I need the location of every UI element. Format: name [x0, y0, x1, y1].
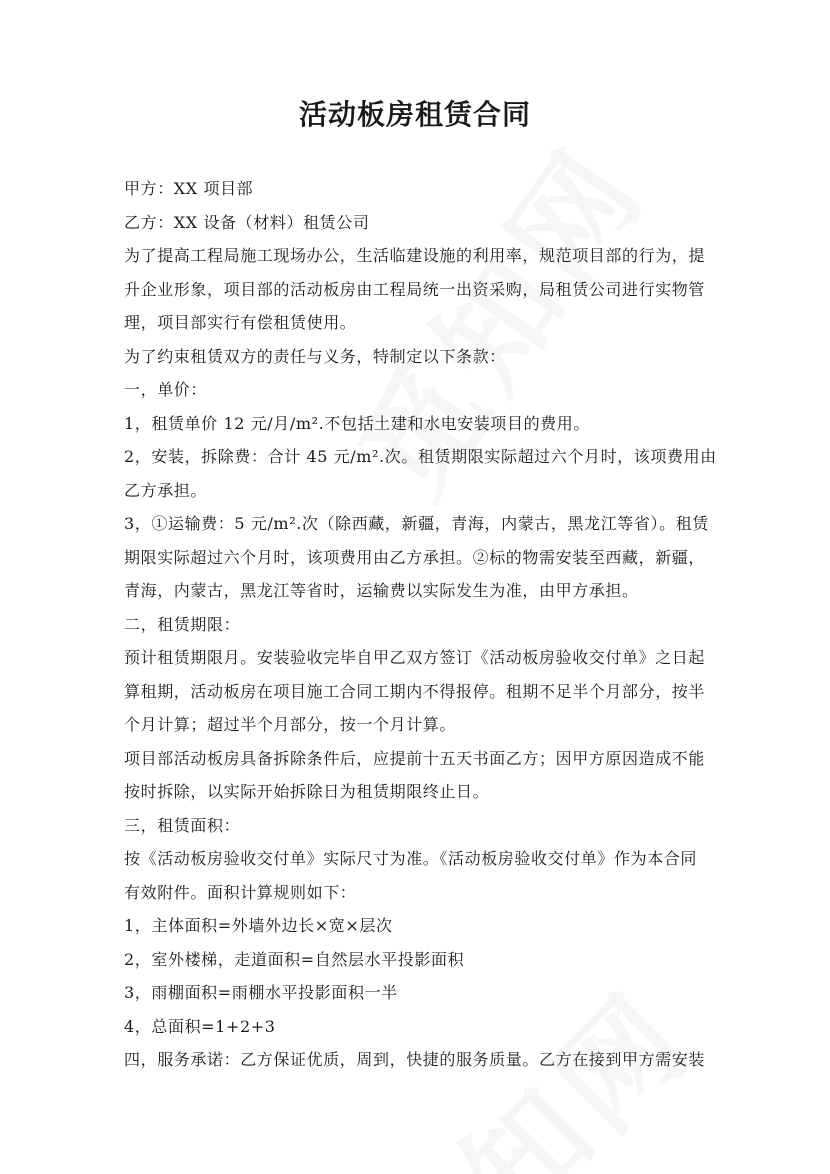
section-heading: 二，租赁期限： [124, 614, 241, 634]
section-heading: 一，单价： [124, 380, 208, 399]
paragraph-line: 有效附件。面积计算规则如下： [124, 882, 357, 902]
paragraph-line: 按《活动板房验收交付单》实际尺寸为准。《活动板房验收交付单》作为本合同 [124, 849, 698, 868]
paragraph-line: 为了提高工程局施工现场办公，生活临建设施的利用率，规范项目部的行为，提 [124, 246, 706, 265]
paragraph-line: 预计租赁期限月。安装验收完毕自甲乙双方签订《活动板房验收交付单》之日起 [124, 648, 706, 667]
paragraph-line: 按时拆除，以实际开始拆除日为租赁期限终止日。 [124, 782, 490, 801]
clause-line: 1，主体面积=外墙外边长×宽×层次 [124, 916, 393, 935]
clause-line: 乙方承担。 [124, 480, 208, 500]
paragraph-line: 算租期，活动板房在项目施工合同工期内不得报停。租期不足半个月部分，按半 [124, 681, 706, 701]
clause-line: 青海，内蒙古，黑龙江等省时，运输费以实际发生为准，由甲方承担。 [124, 581, 639, 600]
paragraph-line: 项目部活动板房具备拆除条件后，应提前十五天书面乙方；因甲方原因造成不能 [124, 748, 706, 768]
paragraph-line: 为了约束租赁双方的责任与义务，特制定以下条款： [124, 346, 506, 366]
clause-line: 2，室外楼梯，走道面积=自然层水平投影面积 [124, 949, 465, 969]
paragraph-line: 升企业形象，项目部的活动板房由工程局统一出资采购，局租赁公司进行实物管 [124, 279, 706, 299]
clause-line: 4，总面积=1+2+3 [124, 1016, 276, 1036]
party-a-line: 甲方：XX 项目部 [124, 179, 254, 198]
document-title: 活动板房租赁合同 [298, 98, 531, 131]
clause-line: 3，雨棚面积=雨棚水平投影面积一半 [124, 983, 398, 1002]
party-b-line: 乙方：XX 设备（材料）租赁公司 [124, 212, 370, 232]
paragraph-line: 个月计算；超过半个月部分，按一个月计算。 [124, 715, 457, 734]
clause-line: 1，租赁单价 12 元/月/m².不包括土建和水电安装项目的费用。 [124, 413, 590, 433]
clause-line: 2，安装，拆除费：合计 45 元/m².次。租赁期限实际超过六个月时，该项费用由 [124, 447, 717, 466]
document-body [124, 172, 717, 1077]
paragraph-line: 理，项目部实行有偿租赁使用。 [124, 313, 357, 332]
clause-line: 期限实际超过六个月时，该项费用由乙方承担。②标的物需安装至西藏，新疆， [124, 547, 706, 567]
section-heading: 四，服务承诺：乙方保证优质，周到，快捷的服务质量。乙方在接到甲方需安装 [124, 1050, 706, 1069]
clause-line: 3，①运输费：5 元/m².次（除西藏，新疆，青海，内蒙古，黑龙江等省）。租赁 [124, 514, 709, 533]
section-heading: 三，租赁面积： [124, 815, 241, 835]
